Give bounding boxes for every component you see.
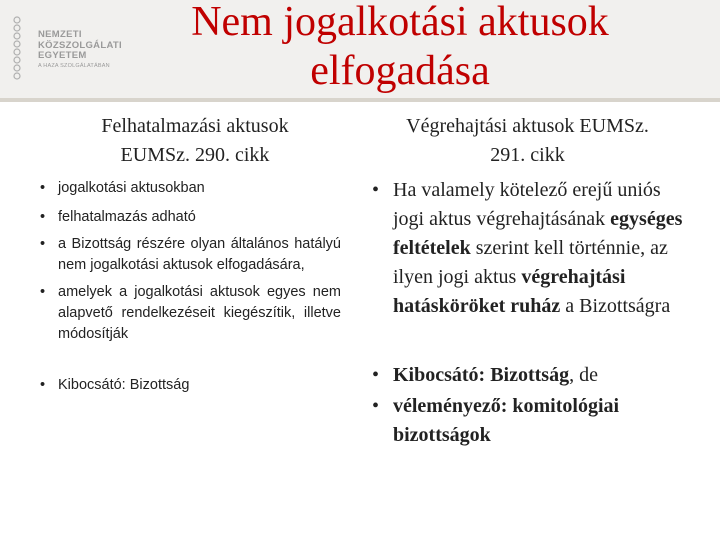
bullet-icon: • [40,180,46,196]
right-heading-line-2: 291. cikk [490,144,565,166]
left-item-2: felhatalmazás adható [58,209,196,225]
right-item-1-bold-1: egységes feltételek [393,208,683,259]
bullet-icon: • [40,209,46,225]
right-item-1-part-2: szerint kell történnie, az ilyen jogi aktus [393,237,668,288]
list-item [28,282,341,345]
left-column-heading [60,112,330,170]
left-heading-line-2: EUMSz. 290. cikk [120,144,270,166]
list-item [28,375,341,396]
list-item [28,234,341,276]
right-column-heading [355,112,700,170]
right-item-1-part-1: Ha valamely kötelező erejű uniós jogi aktus végrehajtásának [393,179,661,230]
right-item-1-part-3: a Bizottságra [560,295,671,317]
logo-line-3: EGYETEM [38,50,87,61]
bullet-icon: • [372,395,380,417]
right-bullet-list [365,176,683,450]
left-item-3: a Bizottság részére olyan általános hatályú nem jogalkotási aktusok elfogadására, [58,236,341,273]
bullet-icon: • [40,284,46,300]
right-heading-line-1: Végrehajtási aktusok EUMSz. [406,115,649,137]
header-divider [0,98,720,102]
bullet-icon: • [372,179,380,201]
logo-line-1: NEMZETI [38,29,82,40]
left-item-4: amelyek a jogalkotási aktusok egyes nem alapvető rendelkezéseit kiegészítik, illetve módosítják [58,284,341,342]
list-item [365,361,683,390]
bullet-icon: • [372,364,380,386]
right-item-1-bold-2: végrehajtási hatásköröket ruház [393,266,626,317]
left-item-1: jogalkotási aktusokban [58,180,205,196]
logo-line-2: KÖZSZOLGÁLATI [38,39,122,51]
left-heading-line-1: Felhatalmazási aktusok [101,115,289,137]
logo-wordmark [38,30,122,70]
list-item [365,176,683,321]
logo-tagline: A HAZA SZOLGÁLATÁBAN [38,62,110,69]
bullet-icon: • [40,236,46,252]
right-item-2-bold: Kibocsátó: Bizottság [393,364,570,386]
list-item [365,392,683,450]
right-item-2-rest: , de [569,364,598,386]
emblem-icon [8,14,28,84]
slide-title: Nem jogalkotási aktusok elfogadása [191,0,609,94]
left-item-5: Kibocsátó: Bizottság [58,377,190,393]
list-item [28,178,341,199]
list-item [28,207,341,228]
bullet-icon: • [40,377,46,393]
left-bullet-list [28,178,341,396]
university-logo [8,14,128,84]
right-item-3-bold: véleményező: komitológiai bizottságok [393,395,620,446]
